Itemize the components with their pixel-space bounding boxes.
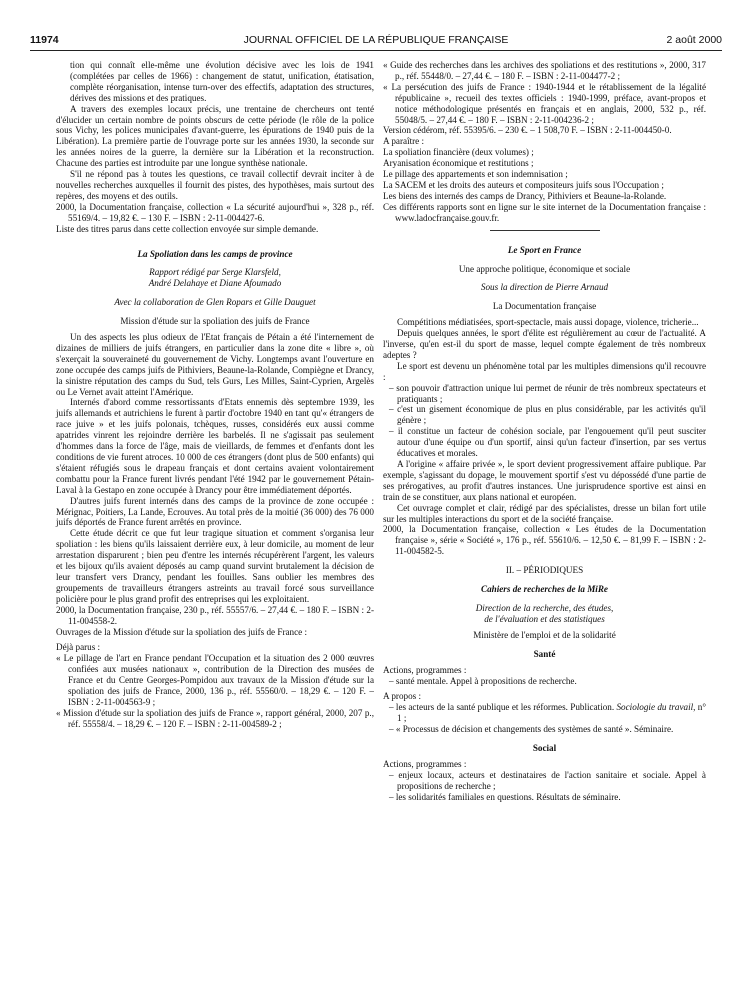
police-book-paragraph-3: S'il ne répond pas à toutes les questions, ce travail collectif devrait inciter à de nouvelles recherches auxquelles il fournit des pistes, des hypothèses, mais surtout des repères, des moyens et des outils.: [56, 169, 374, 201]
sport-book-title: Le Sport en France: [507, 244, 582, 255]
forthcoming-item-3: Le pillage des appartements et son indemnisation ;: [383, 169, 568, 180]
ministry-name: Ministère de l'emploi et de la solidarité: [473, 629, 616, 640]
sante-apropos-1-issue: , n° 1 ;: [397, 702, 706, 724]
sante-apropos-2: – « Processus de décision et changements des systèmes de santé ». Séminaire.: [389, 724, 674, 735]
forthcoming-item-2: Aryanisation économique et restitutions ;: [383, 158, 534, 169]
sport-book-publisher: La Documentation française: [492, 301, 597, 312]
sport-paragraph-2: Depuis quelques années, le sport d'élite est régulièrement au cœur de l'actualité. A l'inverse, qu'en est-il du sport de masse, lequel compte également de très nombreux adeptes ?: [383, 328, 706, 360]
spoliation-book-title: La Spoliation dans les camps de province: [137, 248, 293, 259]
spoliation-authors-line-2: André Delahaye et Diane Afoumado: [148, 278, 282, 289]
sport-paragraph-4: A l'origine « affaire privée », le sport devient progressivement affaire publique. Par exemple, s'agissant du dopage, le mouvement sportif s'est vu dépossédé d'une partie de ses prérogatives, au profit d'autres instances. Une jurisprudence sportive est ainsi en train de se constituer, aux plans national et européen.: [383, 459, 706, 502]
section-divider: [490, 230, 600, 231]
sante-apropos-label: A propos :: [383, 691, 422, 702]
police-book-reference: 2000, la Documentation française, collection « La sécurité aujourd'hui », 328 p., réf. 55169/4. – 19,82 €. – 130 F. – ISBN : 2-11-004427-6.: [56, 201, 374, 223]
police-book-paragraph-2: A travers des exemples locaux précis, une trentaine de chercheurs ont tenté d'élucider un certain nombre de points obscurs de cette période (le rôle de la police sous Vichy, les polices municipales d'avant-guerre, les épurations de 1940 puis de la Libération). La première partie de l'ouvrage porte sur les années 1930, la seconde sur les années noires de la guerre, la dernière sur la Libération et la reconstruction. Chacune des parties est introduite par une longue synthèse nationale.: [56, 103, 374, 169]
spoliation-reference: 2000, la Documentation française, 230 p., réf. 55557/6. – 27,44 €. – 180 F. – ISBN : 2-11-004558-2.: [56, 604, 374, 626]
mire-journal-title: Cahiers de recherches de la MiRe: [481, 584, 608, 595]
left-column: [56, 60, 374, 730]
sport-paragraph-1: Compétitions médiatisées, sport-spectacle, mais aussi dopage, violence, tricherie...: [397, 317, 699, 328]
published-item-persecution: « La persécution des juifs de France : 1940-1944 et le rétablissement de la légalité républicaine », recueil des textes officiels : 1940-1999, préface, avant-propos et notice méthodologique présentés en français et en anglais, 2000, 532 p., réf. 55048/5. – 27,44 €. – 180 F. – ISBN : 2-11-004236-2 ;: [383, 81, 706, 125]
right-column: [383, 60, 706, 803]
sport-paragraph-3: Le sport est devenu un phénomène total par les multiples dimensions qu'il recouvre :: [383, 360, 706, 382]
published-item-guide: « Guide des recherches dans les archives des spoliations et des restitutions », 2000, 317 p., réf. 55448/0. – 27,44 €. – 180 F. – ISBN : 2-11-004477-2 ;: [383, 60, 706, 81]
social-action-2: – les solidarités familiales en questions. Résultats de séminaire.: [389, 791, 621, 802]
spoliation-collaboration: Avec la collaboration de Glen Ropars et Gille Dauguet: [114, 297, 316, 308]
forthcoming-item-5: Les biens des internés des camps de Drancy, Pithiviers et Beaune-la-Rolande.: [383, 190, 667, 201]
collection-list-note: Liste des titres parus dans cette collection envoyée sur simple demande.: [56, 223, 319, 234]
sante-action-1: – santé mentale. Appel à propositions de recherche.: [389, 675, 577, 686]
already-published-label: Déjà parus :: [56, 642, 101, 653]
page-header: [30, 34, 722, 51]
sport-book-director: Sous la direction de Pierre Arnaud: [480, 282, 609, 293]
page-number: 11974: [30, 34, 59, 46]
issue-date: 2 août 2000: [666, 34, 722, 46]
spoliation-authors-line-1: Rapport rédigé par Serge Klarsfeld,: [149, 267, 281, 278]
published-item-pillage: « Le pillage de l'art en France pendant l'Occupation et la situation des 2 000 œuvres confiées aux musées nationaux », contribution de la Direction des musées de France et du Centre Georges-Pompidou aux travaux de la Mission d'étude sur la spoliation des juifs de France, 2000, 136 p., réf. 55560/0. – 18,29 €. – 120 F. – ISBN : 2-11-004563-9 ;: [56, 653, 374, 707]
spoliation-paragraph-3: D'autres juifs furent internés dans des camps de la province de zone occupée : Mérignac, Poitiers, La Lande, Ecrouves. Au total près de la moitié (36 000) des 76 000 juifs déportés de France furent arrêtés en province.: [56, 495, 374, 528]
cdrom-version: Version cédérom, réf. 55395/6. – 230 €. – 1 508,70 F. – ISBN : 2-11-004450-0.: [383, 125, 672, 136]
social-action-1: – enjeux locaux, acteurs et destinataires de l'action sanitaire et sociale. Appel à propositions de recherche ;: [389, 769, 706, 791]
sante-apropos-1-text: – les acteurs de la santé publique et les réformes. Publication.: [389, 702, 617, 713]
sante-actions-label: Actions, programmes :: [383, 664, 467, 675]
mission-works-heading: Ouvrages de la Mission d'étude sur la spoliation des juifs de France :: [56, 626, 308, 637]
journal-title: JOURNAL OFFICIEL DE LA RÉPUBLIQUE FRANÇAISE: [243, 34, 509, 46]
police-book-text-end: tion qui connaît elle-même une évolution décisive avec les lois de 1941 (complétées par celles de 1966) : changement de statut, unification, étatisation, complète réorganisation, intense turn-over des effectifs, adaptation des structures, dérives des missions et des pratiques.: [70, 60, 374, 103]
online-reports-note: Ces différents rapports sont en ligne sur le site internet de la Documentation française : www.ladocfrançaise.gouv.fr.: [383, 201, 706, 223]
sport-reference: 2000, la Documentation française, collection « Les études de la Documentation française », série « Société », 176 p., réf. 55610/6. – 12,50 €. – 81,99 F. – ISBN : 2-11-004582-5.: [383, 524, 706, 557]
sport-bullet-1: – son pouvoir d'attraction unique lui permet de réunir de très nombreux spectateurs et pratiquants ;: [389, 382, 706, 404]
spoliation-paragraph-1: Un des aspects les plus odieux de l'Etat français de Pétain a été l'internement de dizaines de milliers de juifs étrangers, en particulier dans la zone dite « libre », où s'exerçait la souveraineté du gouvernement de Vichy. Longtemps avant l'ouverture en zone occupée des camps juifs de Pithiviers, Beaune-la-Rolande, Compiègne et Drancy, la sinistre réputation des camps du Sud, tels Gurs, Les Milles, Saint-Cyprien, Argelès ou Le Vernet avait atteint l'Amérique.: [56, 332, 374, 397]
sport-bullet-3: – il constitue un facteur de cohésion sociale, par l'engouement qu'il peut susciter autour d'une équipe ou d'un sportif, ainsi qu'un facteur d'insertion, par ses vertus éducatives et morales.: [389, 426, 706, 459]
published-item-rapport-general: « Mission d'étude sur la spoliation des juifs de France », rapport général, 2000, 207 p., réf. 55558/4. – 18,29 €. – 120 F. – ISBN : 2-11-004589-2 ;: [56, 707, 374, 729]
spoliation-mission: Mission d'étude sur la spoliation des juifs de France: [120, 316, 310, 327]
spoliation-paragraph-4: Cette étude décrit ce que fut leur tragique situation et comment s'organisa leur spoliation : les biens qu'ils laissaient derrière eux, à leur domicile, au moment de leur arrestation disparurent ; bien peu d'entre les internés récupérèrent l'argent, les valeurs et les bijoux qu'ils avaient déposés au camp quand survint brutalement la décision de leur transfert vers Drancy, pendant les fouilles. Sans oublier les membres des groupements de travailleurs étrangers astreints au travail forcé sous surveillance policière pour le plus grand profit des entreprises qui les exploitaient.: [56, 528, 374, 604]
forthcoming-label: A paraître :: [383, 136, 425, 147]
forthcoming-item-4: La SACEM et les droits des auteurs et compositeurs juifs sous l'Occupation ;: [383, 179, 664, 190]
sport-book-subtitle: Une approche politique, économique et sociale: [458, 263, 631, 274]
sport-paragraph-5: Cet ouvrage complet et clair, rédigé par des spécialistes, dresse un bilan fort utile sur les multiples interactions du sport et de la société française.: [383, 502, 706, 524]
mire-direction-line-1: Direction de la recherche, des études,: [475, 602, 614, 613]
sante-heading: Santé: [533, 648, 556, 659]
sante-apropos-1: [383, 702, 706, 724]
forthcoming-item-1: La spoliation financière (deux volumes) ;: [383, 147, 534, 158]
social-heading: Social: [532, 743, 557, 754]
spoliation-paragraph-2: Internés d'abord comme ressortissants d'Etats ennemis dès septembre 1939, les juifs allemands et autrichiens le furent à partir d'octobre 1940 en tant qu'« étrangers de race juive » et les juifs polonais, tchèques, russes, considérés eux aussi comme apatrides vinrent les rejoindre derrière les barbelés. Il ne s'agissait pas seulement d'hommes dans la force de l'âge, mais de vieillards, de femmes et d'enfants dont les conditions de vie furent atroces. 10 000 de ces étrangers (dont plus de 500 enfants) qui s'étaient réfugiés sous le drapeau français et dont certains avaient volontairement combattu pour la France furent livrés pendant l'été 1942 par le gouvernement Pétain-Laval à la Gestapo en zone occupée à Drancy pour être immédiatement déportés.: [56, 397, 374, 495]
sociologie-du-travail-title: Sociologie du travail: [616, 702, 694, 713]
mire-direction-line-2: de l'évaluation et des statistiques: [484, 613, 605, 624]
periodicals-heading: II. – PÉRIODIQUES: [505, 565, 584, 576]
sport-bullet-2: – c'est un gisement économique de plus en plus considérable, par les activités qu'il génère ;: [389, 404, 706, 426]
social-actions-label: Actions, programmes :: [383, 758, 467, 769]
